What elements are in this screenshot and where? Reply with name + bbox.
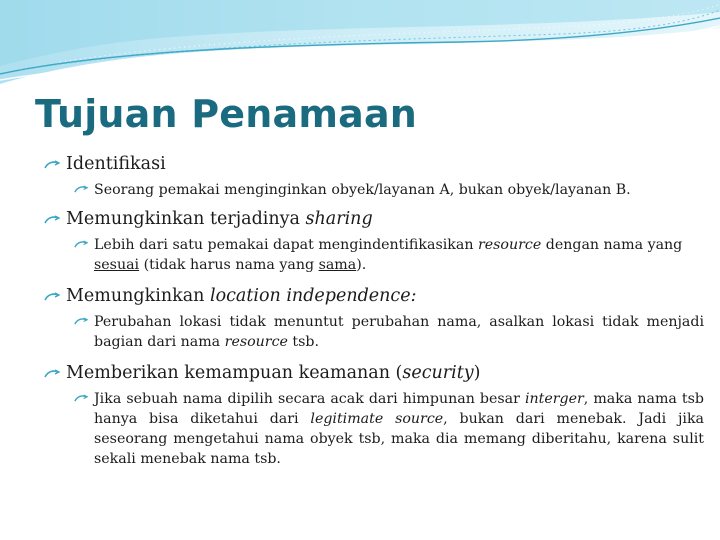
sub-bullet-text: Lebih dari satu pemakai dapat mengindentifikasikan [94,237,478,253]
bullet-list [44,152,704,469]
bullet-item-location-independence [44,284,704,309]
bullet-text: Memungkinkan [66,286,210,306]
sub-bullet-item [74,180,704,200]
bullet-item-security [44,361,704,386]
sub-bullet-text-italic: resource [477,237,542,253]
sweep-arrow-icon [74,317,88,326]
sweep-arrow-icon [44,369,60,379]
sub-bullet-text: ). [356,257,367,273]
sub-bullet-text: (tidak harus nama yang [139,257,319,273]
sweep-arrow-icon [74,240,88,249]
slide-title: Tujuan Penamaan [35,92,418,136]
sub-bullet-text-italic: interger [524,391,584,407]
sweep-arrow-icon [74,394,88,403]
bullet-item-sharing [44,207,704,232]
sweep-arrow-icon [74,185,88,194]
sub-bullet-text: Perubahan lokasi tidak menuntut perubahan nama, asalkan lokasi tidak menjadi bagian dari nama [94,314,704,350]
sub-bullet-item [74,312,704,352]
sub-bullet-item [74,235,704,275]
bullet-text: Memberikan kemampuan keamanan ( [66,363,403,383]
sub-bullet-text: tsb. [287,334,320,350]
sub-bullet-text: , bukan dari menebak. Jadi jika seseorang mengetahui nama obyek tsb, maka dia memang diberitahu, karena sulit sekali menebak nama tsb. [94,411,704,467]
bullet-text-italic: sharing [305,209,373,229]
sub-bullet-text: , maka nama tsb hanya bisa diketahui dari [94,391,704,427]
sweep-arrow-icon [44,215,60,225]
sub-bullet-text-italic: legitimate source [310,411,444,427]
underlined-text: sama [318,257,357,273]
sub-bullet-text: Jika sebuah nama dipilih secara acak dari himpunan besar [94,391,525,407]
bullet-text-italic: security [402,363,474,383]
sweep-arrow-icon [44,160,60,170]
sub-bullet-text: dengan nama yang [541,237,683,253]
underlined-text: sesuai [94,257,140,273]
bullet-text: ) [473,363,481,383]
sweep-arrow-icon [44,292,60,302]
wave-banner [0,0,720,90]
sub-bullet-item [74,389,704,469]
sub-bullet-text: Seorang pemakai menginginkan obyek/layanan A, bukan obyek/layanan B. [94,182,631,198]
bullet-text: Memungkinkan terjadinya [66,209,306,229]
bullet-text-italic: location independence: [209,286,417,306]
sub-bullet-text-italic: resource [224,334,288,350]
bullet-item-identifikasi [44,152,704,177]
bullet-text: Identifikasi [66,154,166,174]
